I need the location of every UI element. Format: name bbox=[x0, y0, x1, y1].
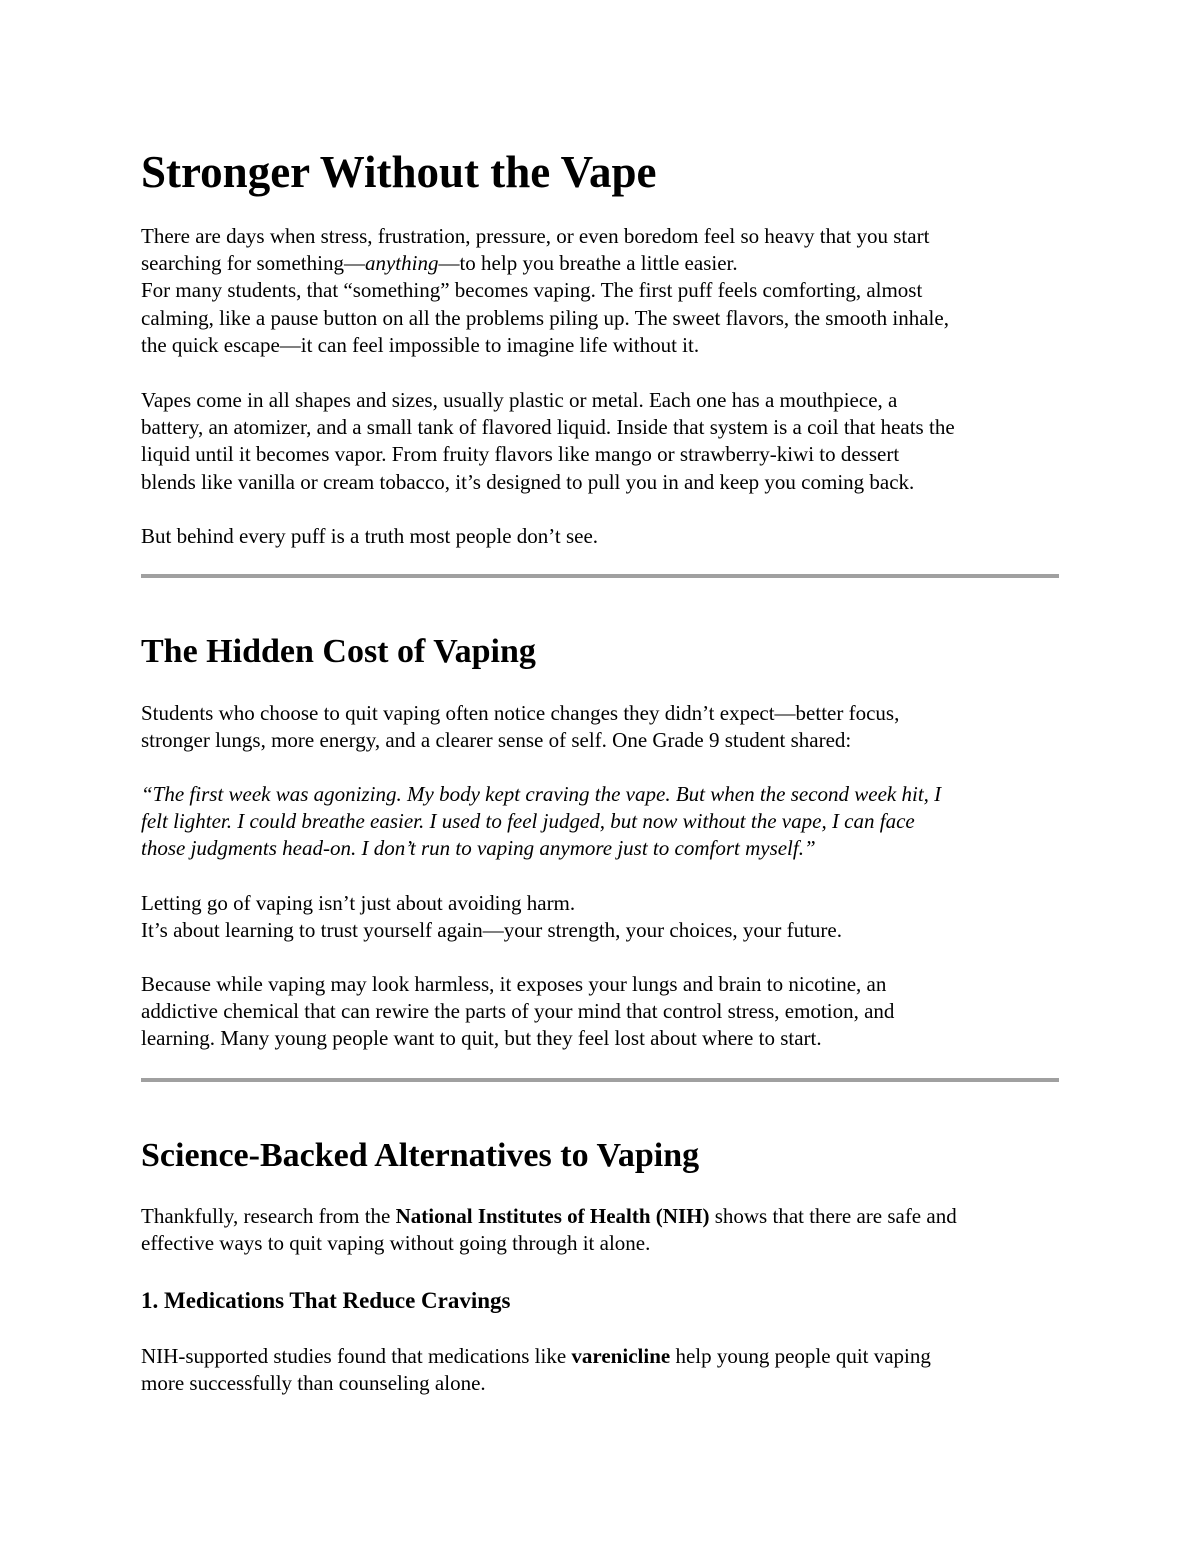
text-line: felt lighter. I could breathe easier. I used to feel judged, but now without the vape, I can face bbox=[141, 809, 915, 834]
subheading-medications: 1. Medications That Reduce Cravings bbox=[141, 1288, 511, 1313]
student-quote bbox=[141, 781, 1061, 863]
text-line: liquid until it becomes vapor. From fruity flavors like mango or strawberry-kiwi to dessert bbox=[141, 442, 900, 467]
text-fragment: searching for something— bbox=[141, 251, 365, 276]
section-divider bbox=[141, 1078, 1059, 1082]
text-line: Vapes come in all shapes and sizes, usually plastic or metal. Each one has a mouthpiece, a bbox=[141, 388, 898, 412]
text-fragment: NIH-supported studies found that medications like bbox=[141, 1344, 572, 1368]
text-line: learning. Many young people want to quit, but they feel lost about where to start. bbox=[141, 1026, 822, 1051]
nih-paragraph bbox=[141, 1203, 1061, 1257]
text-line: Because while vaping may look harmless, it exposes your lungs and brain to nicotine, an bbox=[141, 972, 887, 996]
text-fragment: help young people quit vaping bbox=[670, 1344, 931, 1368]
vape-description-paragraph bbox=[141, 387, 1061, 496]
section-divider bbox=[141, 574, 1059, 578]
text-line: addictive chemical that can rewire the parts of your mind that control stress, emotion, and bbox=[141, 999, 895, 1024]
text-line: calming, like a pause button on all the problems piling up. The sweet flavors, the smooth inhale, bbox=[141, 305, 949, 330]
text-line: “The first week was agonizing. My body kept craving the vape. But when the second week hit, I bbox=[141, 782, 942, 806]
text-line: Students who choose to quit vaping often notice changes they didn’t expect—better focus, bbox=[141, 701, 900, 725]
page-title: Stronger Without the Vape bbox=[141, 147, 657, 197]
text-line: It’s about learning to trust yourself again—your strength, your choices, your future. bbox=[141, 918, 842, 943]
text-line bbox=[141, 1343, 1061, 1370]
text-line bbox=[141, 250, 1061, 277]
text-line: blends like vanilla or cream tobacco, it’s designed to pull you in and keep you coming back. bbox=[141, 469, 915, 494]
medications-paragraph bbox=[141, 1343, 1061, 1397]
text-fragment: Thankfully, research from the bbox=[141, 1204, 396, 1228]
text-line: more successfully than counseling alone. bbox=[141, 1371, 486, 1396]
letting-go-paragraph bbox=[141, 890, 1061, 944]
bold-text: National Institutes of Health (NIH) bbox=[395, 1204, 710, 1228]
emphasis-text: anything bbox=[364, 251, 439, 276]
text-line bbox=[141, 1203, 1061, 1230]
truth-paragraph bbox=[141, 523, 1061, 550]
students-paragraph bbox=[141, 700, 1061, 754]
text-line: Letting go of vaping isn’t just about avoiding harm. bbox=[141, 891, 576, 915]
text-fragment: shows that there are safe and bbox=[709, 1204, 957, 1228]
section-heading-hidden-cost: The Hidden Cost of Vaping bbox=[141, 633, 536, 670]
bold-text: varenicline bbox=[571, 1344, 671, 1368]
text-fragment: —to help you breathe a little easier. bbox=[438, 251, 738, 276]
nicotine-paragraph bbox=[141, 971, 1061, 1053]
text-line: battery, an atomizer, and a small tank of flavored liquid. Inside that system is a coil that heats the bbox=[141, 415, 955, 440]
section-heading-alternatives: Science-Backed Alternatives to Vaping bbox=[141, 1137, 700, 1174]
text-line: effective ways to quit vaping without going through it alone. bbox=[141, 1231, 651, 1256]
text-line: the quick escape—it can feel impossible to imagine life without it. bbox=[141, 332, 700, 357]
text-line: stronger lungs, more energy, and a clearer sense of self. One Grade 9 student shared: bbox=[141, 728, 852, 753]
text-line: For many students, that “something” becomes vaping. The first puff feels comforting, almost bbox=[141, 278, 923, 303]
intro-paragraph bbox=[141, 223, 1061, 359]
text-line: those judgments head-on. I don’t run to vaping anymore just to comfort myself.” bbox=[141, 836, 816, 861]
text-line: But behind every puff is a truth most people don’t see. bbox=[141, 524, 599, 548]
text-line: There are days when stress, frustration, pressure, or even boredom feel so heavy that you start bbox=[141, 224, 930, 248]
